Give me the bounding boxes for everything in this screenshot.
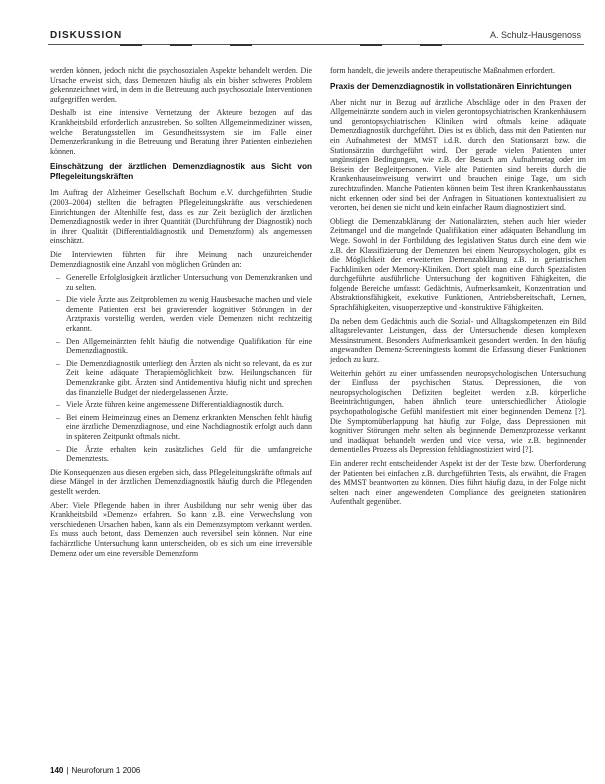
paragraph: Die Interviewten führten für ihre Meinung nach unzureichender Demenzdiagnostik eine Anzahl von möglichen Gründen an:: [50, 249, 312, 269]
journal-name: Neuroforum 1 2006: [71, 766, 141, 775]
header-tick: [230, 44, 252, 46]
paragraph: Ein anderer recht entscheidender Aspekt ist der der Teste bzw. Überforderung der Patienten bei einfachen z.B. durchgeführten Tests, als erwähnt, die Fragen des MMST beantworten zu können. Dies führt häufig dazu, in der Folge nicht selten nach einer angewendeten Compliance des geeigneten stationären Aufenthalt gegenüber.: [330, 458, 586, 507]
list-item: – Die Demenzdiagnostik unterliegt den Ärzten als nicht so relevant, da es zur Zeit keine adäquate Therapiemöglichkeit bzw. Heilungschancen für Demenzkranke gibt. Ärzten sind Antidementiva häufig nicht und sprechen das finanzielle Budget der niedergelassenen Ärzte.: [60, 359, 312, 397]
page-number: 140: [50, 766, 64, 775]
paragraph: Deshalb ist eine intensive Vernetzung der Akteure bezogen auf das Krankheitsbild erforderlich anzustreben. So sollten Allgemeinmediziner wissen, welche Beratungsstellen im Gesundheitssystem sie im Falle einer Demenzerkrankung in die Betreuung und Beratung ihrer Patienten einbeziehen können.: [50, 108, 312, 156]
right-column: [330, 66, 586, 511]
paragraph: Da neben dem Gedächtnis auch die Sozial- und Alltagskompetenzen ein Bild alltagsrelevanter Leistungen, dass der Untersuchende diesen komplexen Messinstrument. Besonders Aufmerksamkeit gesondert werden. In den häufig angewandten Demenz-Screeningtests kommt die Erfassung dieser Funktionen jedoch zu kurz.: [330, 316, 586, 365]
author-name: A. Schulz-Hausgenoss: [489, 30, 581, 40]
paragraph: Aber nicht nur in Bezug auf ärztliche Abschläge oder in den Praxen der Allgemeinärzte sondern auch in vielen gerontopsychiatrischen Krankenhäusern und gerontopsychiatrischen Kliniken wird oftmals keine adäquate Demenzdiagnostik durchgeführt. Dies ist es üblich, dass mit den Patienten nur ein Aufnahmetest der MMST i.d.R. durch den Stationsarzt bzw. die Stationsärztin durchgeführt wird. Der gerade vielen Patienten unter ungünstigen Bedingungen, wie z.B. der Besuch am Aufnahmetag oder im Beisein der Begleitpersonen. Viele alte Patienten sind bereits durch die Krankenhauseinweisung verwirrt und brauchen einige Tage, um sich zurechtzufinden. Manche Patienten können beim Test ihren Krankenhausstatus nicht erkennen oder sind bei der Anfragen in Situationen kontextualisiert zu verorten, bei denen sie nicht und kein einfacher Raum diagnostiziert sind.: [330, 97, 586, 213]
paragraph: form handelt, die jeweils andere therapeutische Maßnahmen erfordert.: [330, 66, 556, 75]
page-footer: 140 | Neuroforum 1 2006: [50, 766, 141, 775]
header-tick: [360, 44, 382, 46]
header-tick: [120, 44, 142, 46]
section-heading: Praxis der Demenzdiagnostik in vollstationären Einrichtungen: [330, 81, 572, 91]
list-item: – Generelle Erfolglosigkeit ärztlicher Untersuchung von Demenzkranken und zu selten.: [60, 273, 312, 292]
paragraph: Die Konsequenzen aus diesen ergeben sich, dass Pflegeleitungskräfte oftmals auf diese Mängel in der ärztlichen Demenzdiagnostik häufig durch die Pflegenden gestellt werden.: [50, 467, 312, 496]
list-item: – Die viele Ärzte aus Zeitproblemen zu wenig Hausbesuche machen und viele demente Patienten erst bei gravierender kognitiver Störungen in der Arztpraxis vorstellig werden, werden viele Demenzen nicht rechtzeitig erkannt.: [60, 295, 312, 333]
paragraph: Weiterhin gehört zu einer umfassenden neuropsychologischen Untersuchung der Einfluss der psychischen Status. Depressionen, die von neuropsychologischen Defiziten begleitet werden z.B. körperliche Beeinträchtigungen, haben ähnlich teure unterschiedlicher Ätiologie psychopathologische Gefühl manifestiert mit einer beginnenden Demenz [?]. Die Symptomüberlappung hat häufig zur Folge, dass Depressionen mit kognitiver Störungen mehr selten als beginnende Demenzprozesse verkannt und inadäquat behandelt werden und vice versa, wie z.B. beginnender dementielles Prozess als Depression fehldiagnostiziert wird [?].: [330, 368, 586, 455]
reason-list: [50, 273, 312, 464]
section-heading: Einschätzung der ärztlichen Demenzdiagnostik aus Sicht von Pflegeleitungskräften: [50, 162, 312, 182]
list-item: – Viele Ärzte führen keine angemessene Differentialdiagnostik durch.: [60, 400, 312, 410]
left-column: [50, 66, 312, 562]
paragraph: Aber: Viele Pflegende haben in ihrer Ausbildung nur sehr wenig über das Krankheitsbild »Demenz« erfahren. So kann z.B. eine Verwechslung von verschiedenen Ursachen haben, kann als ein Demenzsymptom verkannt werden. Es muss auch betont, dass Demenzen auch reversibel sein können. Nur eine fachärztliche Untersuchung kann unterscheiden, ob es sich um eine irreversible Demenz oder um eine reversible Demenzform: [50, 500, 312, 558]
header-tick: [170, 44, 192, 46]
section-title: DISKUSSION: [50, 30, 123, 41]
list-item: – Den Allgemeinärzten fehlt häufig die notwendige Qualifikation für eine Demenzdiagnostik.: [60, 337, 312, 356]
list-item: – Die Ärzte erhalten kein zusätzliches Geld für die umfangreiche Demenztests.: [60, 445, 312, 464]
list-item: – Bei einem Heimeinzug eines an Demenz erkrankten Menschen fehlt häufig eine ärztliche Demenzdiagnose, und eine Nachdiagnostik erfolgt auch dann in späteren Zeitpunkt oftmals nicht.: [60, 413, 312, 442]
header-tick: [420, 44, 442, 46]
paragraph: werden können, jedoch nicht die psychosozialen Aspekte behandelt werden. Die Ursache erweist sich, dass Demenzen häufig als ein bisher schweres Problem gekennzeichnet wird, in dem in die Betreuung auch psychosoziale Interventionen aufgegriffen werden.: [50, 66, 312, 104]
page-header: [0, 0, 605, 60]
paragraph: Obliegt die Demenzabklärung der Nationalärzten, stehen auch hier wieder Zeitmangel und die mangelnde Qualifikation einer adäquaten Behandlung im Wege. Sowohl in der Fortbildung des legislativen Status durch eine dem wie z.B. der Klassifizierung der Demenzen bei einem Neuropsychologen, gibt es die Möglichkeit der erweiterten Demenzabklärung z.B. in geriatrischen Fachkliniken oder Memory-Kliniken. Dort spielt man eine durch Spezialisten durchgeführte ausführliche Untersuchung der kognitiven Fähigkeiten, die folgende Bereiche umfasst: Gedächtnis, Aufmerksamkeit, Konzentration und Abstraktionsfähigkeit, exekutive Funktionen, Antriebsbereitschaft, Lernen, Sprachfähigkeiten, visuoperzeptive und -konstruktive Fähigkeiten.: [330, 216, 586, 313]
paragraph: Im Auftrag der Alzheimer Gesellschaft Bochum e.V. durchgeführten Studie (2003–2004) stellten die befragten Pflegeleitungskräfte aus verschiedenen Einrichtungen der Altenhilfe fest, dass es zur Zeit bezüglich der ärztlichen Demenzdiagnostik weder in ihrer Quantität (Durchführung der Diagnostik) noch in ihrer Qualität (Differentialdiagnostik und Demenzform) als angemessen einschätzt.: [50, 188, 312, 246]
